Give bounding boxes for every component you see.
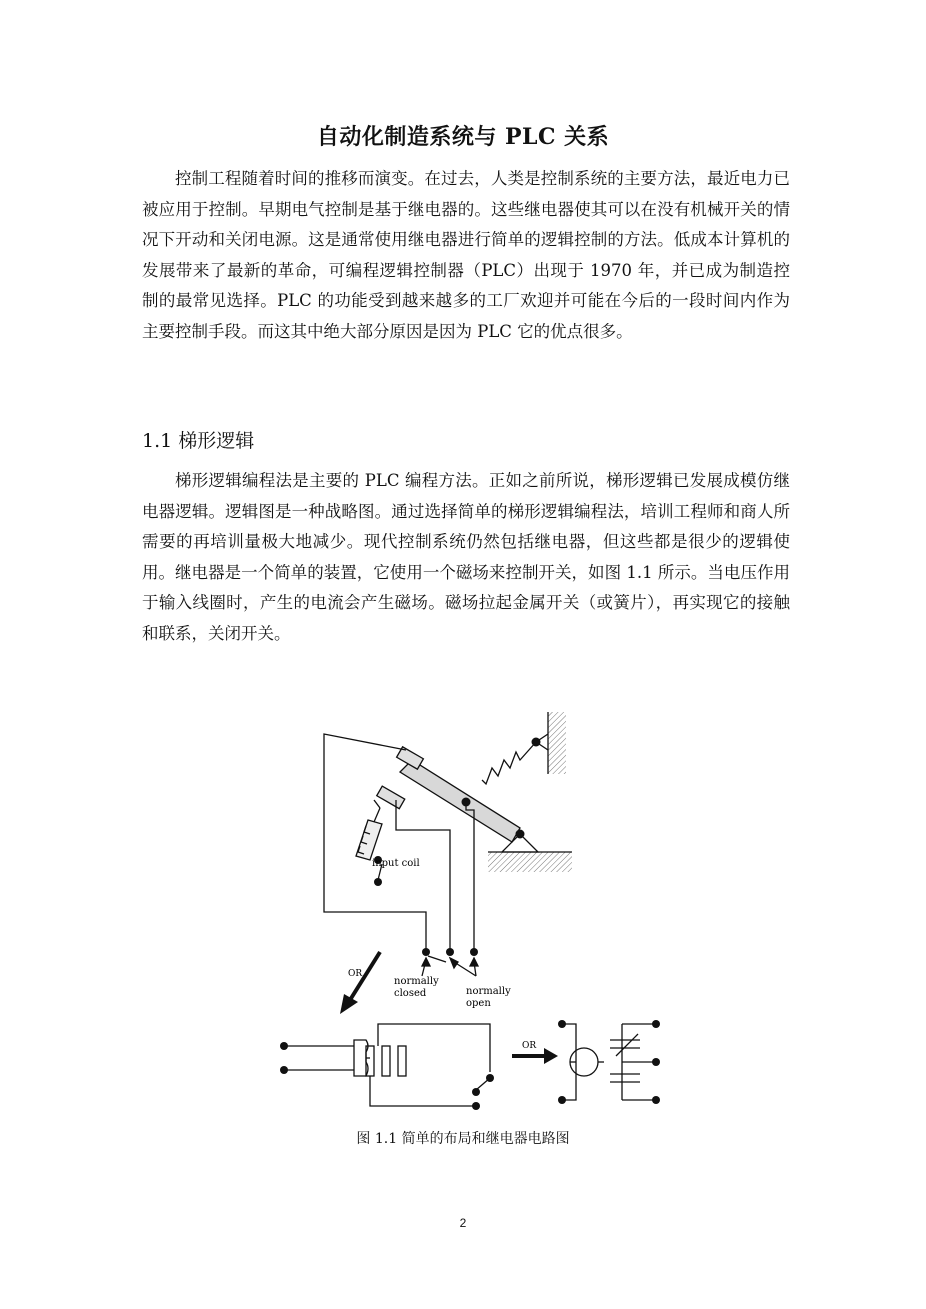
or-arrow-horizontal [544,1048,558,1064]
relay-figure [270,700,670,1120]
coil-bar-2 [382,1046,390,1076]
or-arrow-diagonal [340,994,358,1014]
contact-plate [377,786,405,809]
label-normally-closed-1: normally [394,976,439,987]
label-or-1: OR [348,969,363,979]
wire-closed [396,800,450,952]
ground-hatch [488,852,572,872]
spring [482,742,536,784]
figure-caption: 图 1.1 简单的布局和继电器电路图 [356,1131,570,1147]
paragraph-ladder-logic [142,466,790,649]
label-normally-open-1: normally [466,986,511,997]
paragraph-intro [142,164,790,347]
coil-bar-3 [398,1046,406,1076]
paragraph-intro-text: 控制工程随着时间的推移而演变。在过去，人类是控制系统的主要方法，最近电力已被应用于控制。早期电气控制是基于继电器的。这些继电器使其可以在没有机械开关的情况下开动和关闭电源。这是通常使用继电器进行简单的逻辑控制的方法。低成本计算机的发展带来了最新的革命，可编程逻辑控制器（PLC）出现于 1970 年，并已成为制造控制的最常见选择。PLC 的功能受到越来越多的工厂欢迎并可能在今后的一段时间内作为主要控制手段。而这其中绝大部分原因是因为 PLC 它的优点很多。 [142,169,790,341]
wire-open [466,802,474,952]
relay-diagram [270,700,670,1120]
page-number: 2 [459,1216,467,1230]
label-input-coil: input coil [372,858,420,869]
label-normally-closed-2: closed [394,988,427,999]
wall-hatch [548,712,566,774]
section-heading: 1.1 梯形逻辑 [142,430,255,452]
coil-core [356,820,382,860]
paragraph-ladder-logic-text: 梯形逻辑编程法是主要的 PLC 编程方法。正如之前所说，梯形逻辑已发展成模仿继电器逻辑。逻辑图是一种战略图。通过选择简单的梯形逻辑编程法，培训工程师和商人所需要的再培训量极大地减少。现代控制系统仍然包括继电器，但这些都是很少的逻辑使用。继电器是一个简单的装置，它使用一个磁场来控制开关，如图 1.1 所示。当电压作用于输入线圈时，产生的电流会产生磁场。磁场拉起金属开关（或簧片），再实现它的接触和联系，关闭开关。 [142,471,790,643]
page-title: 自动化制造系统与 PLC 关系 [316,124,610,150]
label-or-2: OR [522,1041,537,1051]
label-normally-open-2: open [466,998,491,1009]
